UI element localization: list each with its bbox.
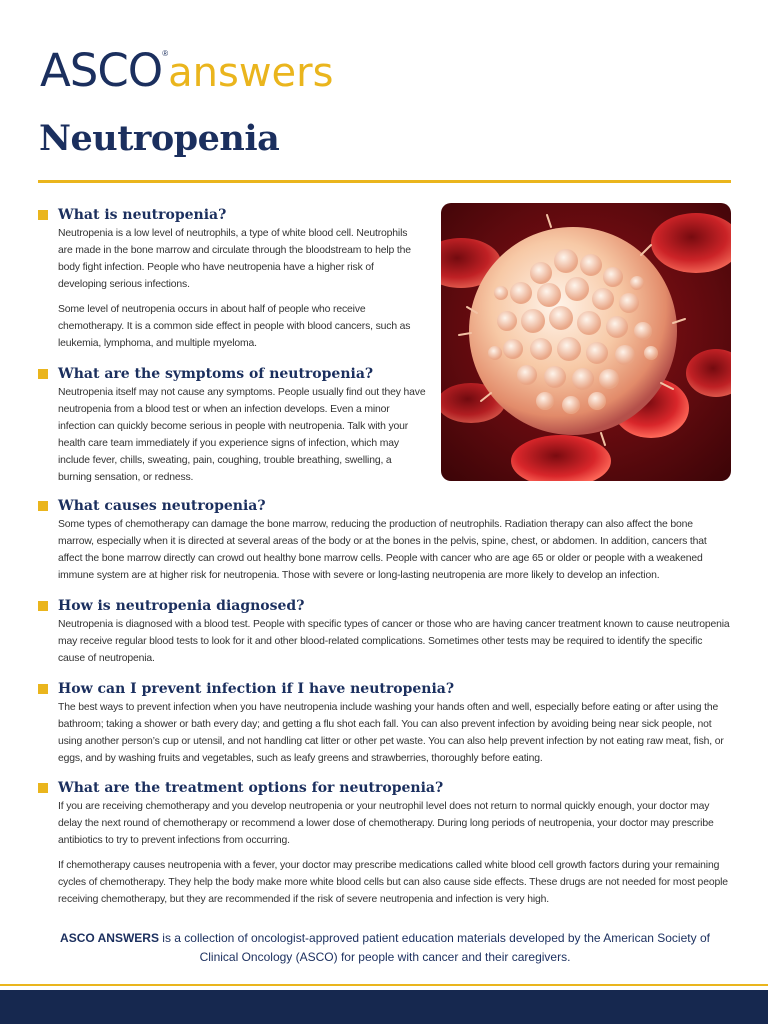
neutrophil-illustration	[441, 203, 731, 481]
section-paragraph: Neutropenia is diagnosed with a blood test. People with specific types of cancer or those who are having cancer treatment known to cause neutropenia may receive regular blood tests to look for it and other blood-related complications. Sometimes other tests may be required to identify the specific cause of neutropenia.	[58, 619, 730, 664]
section-causes	[38, 496, 731, 592]
logo-asco: ASCO	[40, 44, 163, 97]
section-what-is	[38, 205, 418, 360]
asco-answers-logo	[40, 46, 333, 96]
section-paragraph: Some level of neutropenia occurs in about half of people who receive chemotherapy. It is a common side effect in people with blood cancers, such as leukemia, lymphoma, and multiple myeloma.	[58, 304, 411, 349]
section-heading: How can I prevent infection if I have neutropenia?	[38, 679, 731, 699]
bullet-square-icon	[38, 210, 48, 220]
page-title: Neutropenia	[39, 118, 280, 159]
section-paragraph: Neutropenia itself may not cause any symptoms. People usually find out they have neutropenia from a blood test or when an infection develops. Even a minor infection can quickly become serious in people with neutropenia. Talk with your health care team immediately if you experience signs of infection, which may include fever, chills, sweating, pain, coughing, trouble breathing, swelling, a burning sensation, or redness.	[58, 387, 426, 483]
logo-answers: answers	[168, 50, 334, 96]
section-heading: How is neutropenia diagnosed?	[38, 596, 731, 616]
title-divider	[38, 180, 731, 183]
section-diagnosis	[38, 596, 731, 675]
footer-gold-line	[0, 984, 768, 986]
section-heading: What are the symptoms of neutropenia?	[38, 364, 426, 384]
section-heading: What is neutropenia?	[38, 205, 418, 225]
section-symptoms	[38, 364, 426, 494]
section-paragraph: If chemotherapy causes neutropenia with a fever, your doctor may prescribe medications called white blood cell growth factors during your remaining cycles of chemotherapy. They help the body make more white blood cells but can also cause side effects. These drugs are not needed for most people receiving chemotherapy, but they are recommended if the risk of severe neutropenia and infection is very high.	[58, 860, 728, 905]
bullet-square-icon	[38, 684, 48, 694]
section-prevention	[38, 679, 731, 775]
footer-text: is a collection of oncologist-approved patient education materials developed by the American Society of Clinical Oncology (ASCO) for people with cancer and their caregivers.	[158, 931, 710, 964]
section-paragraph: Neutropenia is a low level of neutrophils, a type of white blood cell. Neutrophils are made in the bone marrow and circulate through the bloodstream to help the body fight infection. People who have neutropenia have a higher risk of developing serious infections.	[58, 228, 411, 290]
section-heading: What are the treatment options for neutropenia?	[38, 778, 731, 798]
footer-brand: ASCO ANSWERS	[60, 931, 159, 945]
bullet-square-icon	[38, 501, 48, 511]
logo-registered: ®	[162, 49, 169, 58]
bullet-square-icon	[38, 601, 48, 611]
section-treatment	[38, 778, 731, 916]
section-paragraph: If you are receiving chemotherapy and you develop neutropenia or your neutrophil level does not return to normal quickly enough, your doctor may delay the next round of chemotherapy or recommend a lower dose of chemotherapy. During long periods of neutropenia, your doctor may prescribe antibiotics to try to prevent infections from occurring.	[58, 801, 714, 846]
bullet-square-icon	[38, 783, 48, 793]
bullet-square-icon	[38, 369, 48, 379]
footer-bar	[0, 990, 768, 1024]
section-paragraph: The best ways to prevent infection when you have neutropenia include washing your hands often and well, especially before eating or after using the bathroom; taking a shower or bath every day; and getting a flu shot each fall. You can also prevent infection by avoiding being near sick people, not using another person’s cup or utensil, and not handling cat litter or other pet waste. You can also help prevent infection by not eating raw meat, fish, or eggs, and by washing fruits and vegetables, such as leafy greens and strawberries, thoroughly before eating.	[58, 702, 724, 764]
section-heading: What causes neutropenia?	[38, 496, 731, 516]
asco-answers-description	[60, 929, 710, 967]
section-paragraph: Some types of chemotherapy can damage the bone marrow, reducing the production of neutrophils. Radiation therapy can also affect the bone marrow, especially when it is directed at several areas of the body or at the bones in the pelvis, spine, chest, or abdomen. In addition, cancers that affect the bone marrow directly can crowd out healthy bone marrow cells. People with cancer who are age 65 or older or people with a weakened immune system are at higher risk for neutropenia. Those with severe or long-lasting neutropenia are more likely to develop an infection.	[58, 519, 707, 581]
